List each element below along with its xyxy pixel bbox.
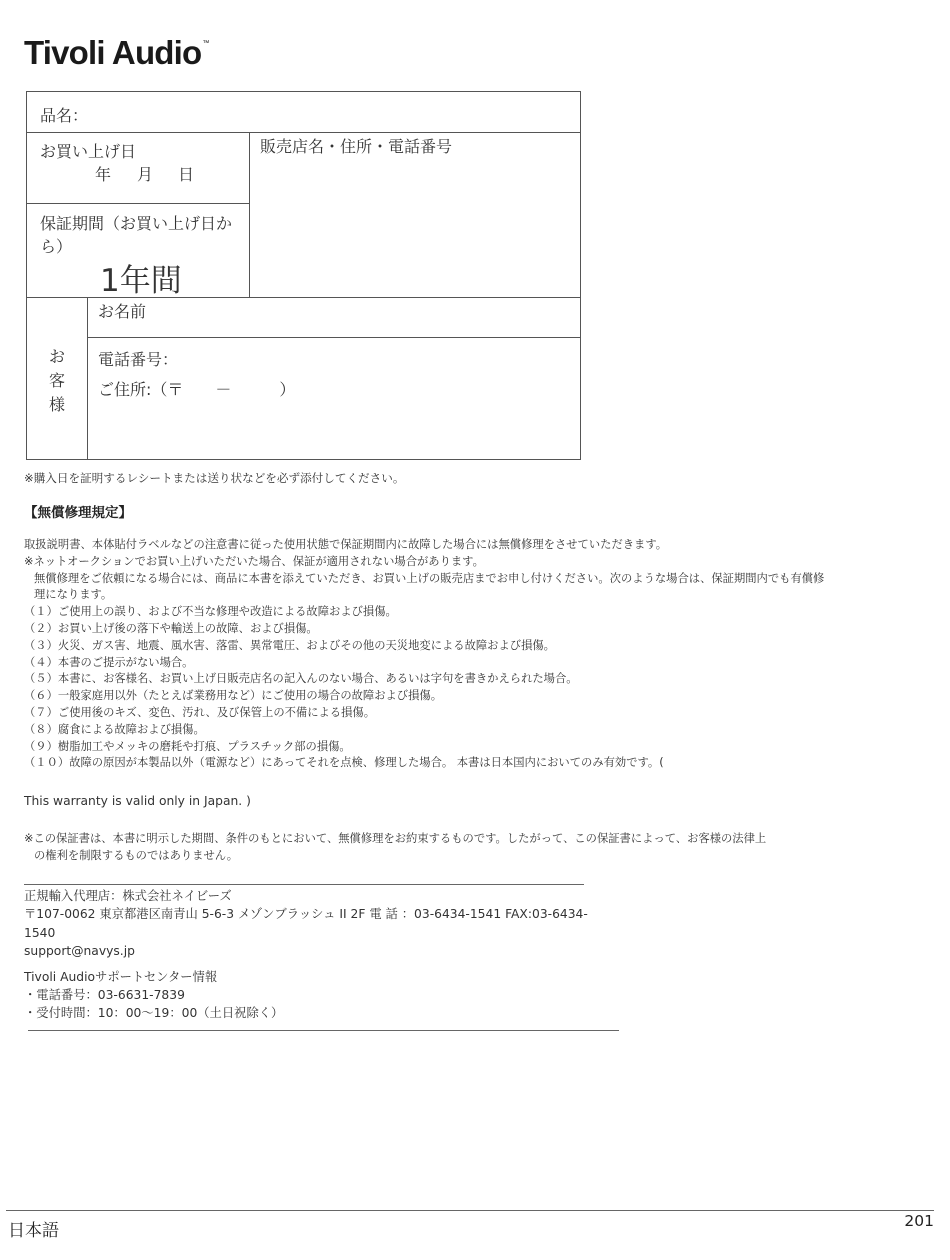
support-center-info	[24, 968, 283, 1022]
purchase-year-field[interactable]: 年	[95, 165, 112, 184]
importer-info	[24, 887, 588, 960]
customer-name-field[interactable]: お名前	[98, 302, 147, 321]
support-title: Tivoli Audioサポートセンター情報	[24, 970, 218, 984]
terms-item: （２）お買い上げ後の落下や輸送上の故障、および損傷。	[24, 621, 318, 635]
form-divider	[249, 132, 250, 297]
warranty-period-value: 1年間	[100, 263, 182, 299]
terms-item: （７）ご使用後のキズ、変色、汚れ、及び保管上の不備による損傷。	[24, 705, 375, 719]
disclaimer-line: ※この保証書は、本書に明示した期間、条件のもとにおいて、無償修理をお約束するものです。したがって、この保証書によって、お客様の法律上	[24, 832, 767, 845]
importer-name: 正規輸入代理店：株式会社ネイビーズ	[24, 889, 232, 903]
purchase-date-label: お買い上げ日	[40, 142, 137, 161]
product-name-field[interactable]: 品名：	[40, 106, 89, 125]
terms-item: （５）本書に、お客様名、お買い上げ日販売店名の記入んのない場合、あるいは字句を書きかえられた場合。	[24, 672, 578, 686]
terms-item: （６）一般家庭用以外（たとえば業務用など）にご使用の場合の故障および損傷。	[24, 689, 442, 703]
customer-label-char: 客	[48, 371, 65, 390]
customer-address-field[interactable]: ご住所:（〒 － ）	[98, 380, 296, 399]
trademark-symbol: ™	[202, 40, 209, 47]
support-hours: ・受付時間：10：00～19：00（土日祝除く）	[24, 1006, 284, 1020]
importer-address: 〒107-0062 東京都港区南青山 5-6-3 メゾンブラッシュ II 2F 電 話 ：03-6434-1541 FAX:03-6434-	[24, 907, 588, 922]
purchase-month-field[interactable]: 月	[137, 165, 154, 184]
terms-line: ※ネットオークションでお買い上げいただいた場合、保証が適用されない場合があります。	[24, 554, 484, 568]
customer-label	[47, 345, 67, 417]
support-phone: ・電話番号：03-6631-7839	[24, 988, 185, 1002]
brand-logo-text: Tivoli Audio	[24, 34, 202, 71]
customer-label-char: 様	[48, 395, 65, 414]
divider-line	[24, 884, 584, 885]
form-divider	[87, 337, 580, 338]
terms-line: 無償修理をご依頼になる場合には、商品に本書を添えていただき、お買い上げの販売店までお申し付けください。次のような場合は、保証期間内でも有償修	[34, 571, 825, 585]
terms-line: 取扱説明書、本体貼付ラベルなどの注意書に従った使用状態で保証期間内に故障した場合には無償修理をさせていただきます。	[24, 538, 668, 551]
terms-item: （９）樹脂加工やメッキの磨耗や打痕、プラスチック部の損傷。	[24, 739, 351, 753]
purchase-day-field[interactable]: 日	[178, 165, 195, 184]
importer-fax-cont: 1540	[24, 925, 56, 940]
store-info-field[interactable]: 販売店名・住所・電話番号	[260, 137, 453, 156]
disclaimer-line: の権利を制限するものではありません。	[34, 849, 239, 862]
english-warranty-note: This warranty is valid only in Japan. )	[24, 794, 251, 808]
warranty-period-label: 保証期間（お買い上げ日か	[40, 214, 233, 233]
page-number: 201	[904, 1212, 934, 1230]
form-divider	[27, 203, 249, 204]
warranty-form	[26, 91, 581, 460]
customer-phone-field[interactable]: 電話番号：	[98, 350, 179, 369]
warranty-period-label-cont: ら）	[40, 237, 73, 256]
disclaimer	[24, 830, 766, 864]
repair-terms	[24, 537, 924, 772]
terms-item: （１０）故障の原因が本製品以外（電源など）にあってそれを点検、修理した場合。 本書は日本国内においてのみ有効です。(	[24, 756, 664, 770]
brand-logo	[24, 34, 209, 72]
receipt-note: ※購入日を証明するレシートまたは送り状などを必ず添付してください。	[24, 471, 405, 485]
terms-item: （８）腐食による故障および損傷。	[24, 722, 205, 736]
footer-language: 日本語	[8, 1221, 59, 1241]
customer-label-char: お	[48, 347, 65, 366]
terms-item: （１）ご使用上の誤り、および不当な修理や改造による故障および損傷。	[24, 605, 397, 619]
form-divider	[27, 132, 580, 133]
divider-line	[28, 1030, 619, 1031]
terms-item: （４）本書のご提示がない場合。	[24, 655, 194, 669]
terms-line: 理になります。	[34, 588, 113, 602]
support-email-link[interactable]: support@navys.jp	[24, 943, 135, 958]
section-heading: 【無償修理規定】	[24, 505, 132, 521]
form-divider	[87, 297, 88, 459]
terms-item: （３）火災、ガス害、地震、風水害、落雷、異常電圧、およびその他の天災地変による故障および損傷。	[24, 638, 555, 652]
footer-rule	[6, 1210, 934, 1211]
